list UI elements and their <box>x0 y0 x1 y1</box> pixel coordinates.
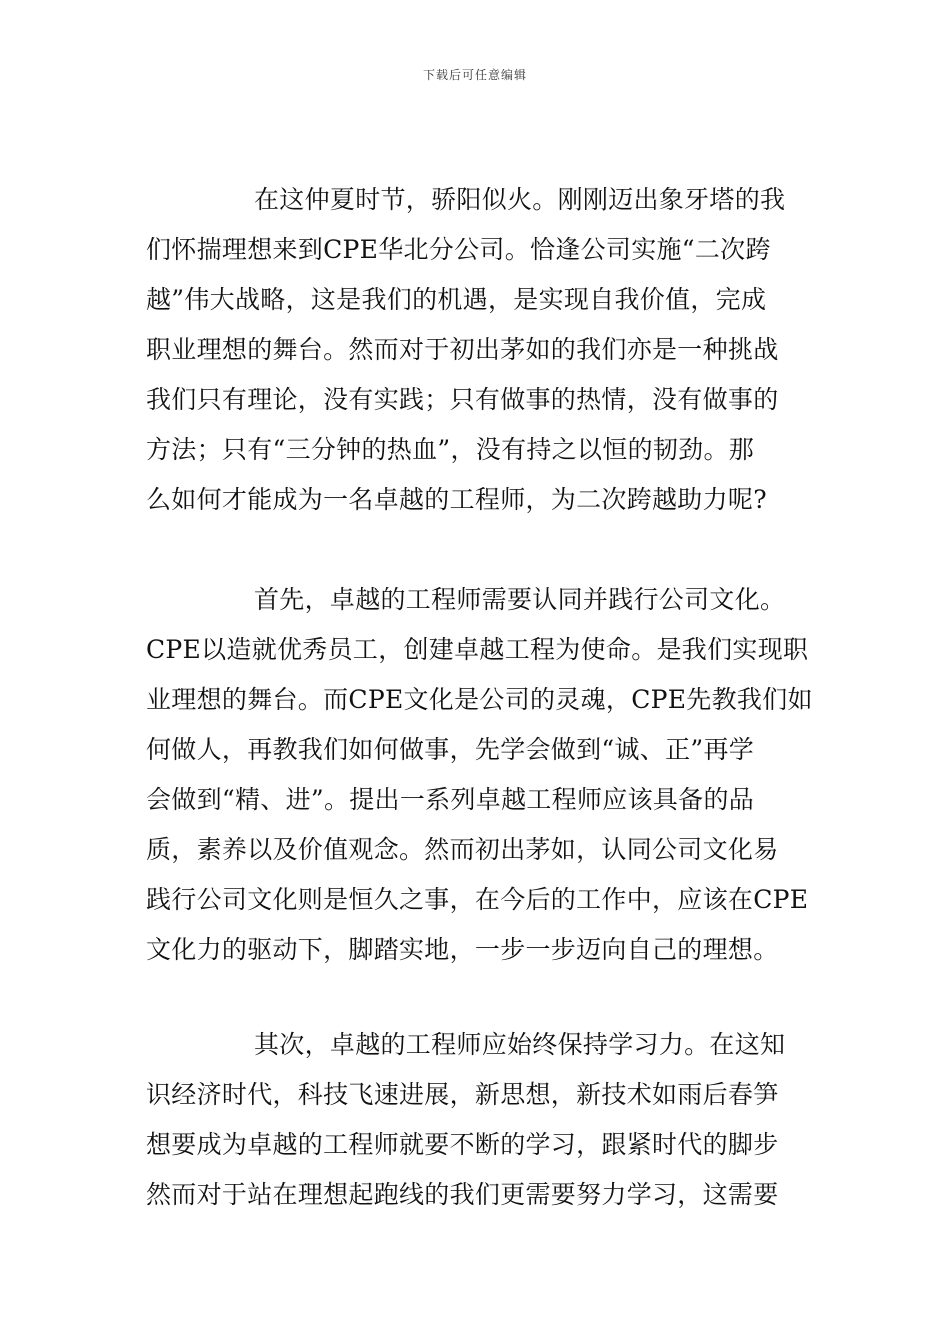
paragraph-line: 在这仲夏时节，骄阳似火。刚刚迈出象牙塔的我 <box>254 185 786 214</box>
paragraph-line: 我们只有理论，没有实践；只有做事的热情，没有做事的 <box>146 385 779 414</box>
page-header: 下载后可任意编辑 <box>422 68 527 82</box>
paragraph-1 <box>146 175 818 525</box>
paragraph-line: 然而对于站在理想起跑线的我们更需要努力学习，这需要 <box>146 1180 779 1209</box>
paragraph-line: 践行公司文化则是恒久之事，在今后的工作中，应该在CPE <box>146 885 809 914</box>
paragraph-line: 会做到“精、进”。提出一系列卓越工程师应该具备的品 <box>146 785 755 814</box>
paragraph-line: 何做人，再教我们如何做事，先学会做到“诚、正”再学 <box>146 735 755 764</box>
paragraph-2 <box>146 575 818 975</box>
paragraph-line: 想要成为卓越的工程师就要不断的学习，跟紧时代的脚步 <box>146 1130 779 1159</box>
paragraph-line: 首先，卓越的工程师需要认同并践行公司文化。 <box>254 585 786 614</box>
paragraph-line: 文化力的驱动下，脚踏实地，一步一步迈向自己的理想。 <box>146 935 779 964</box>
paragraph-line: 方法；只有“三分钟的热血”，没有持之以恒的韧劲。那 <box>146 435 755 464</box>
paragraph-3 <box>146 1020 818 1220</box>
paragraph-line: 识经济时代，科技飞速进展，新思想，新技术如雨后春笋 <box>146 1080 779 1109</box>
paragraph-line: 其次，卓越的工程师应始终保持学习力。在这知 <box>254 1030 786 1059</box>
paragraph-line: 们怀揣理想来到CPE华北分公司。恰逢公司实施“二次跨 <box>146 235 771 264</box>
paragraph-line: 职业理想的舞台。然而对于初出茅如的我们亦是一种挑战 <box>146 335 779 364</box>
paragraph-line: 质，素养以及价值观念。然而初出茅如，认同公司文化易 <box>146 835 779 864</box>
paragraph-line: CPE以造就优秀员工，创建卓越工程为使命。是我们实现职 <box>146 635 809 664</box>
paragraph-line: 业理想的舞台。而CPE文化是公司的灵魂，CPE先教我们如 <box>146 685 813 714</box>
paragraph-line: 么如何才能成为一名卓越的工程师，为二次跨越助力呢? <box>146 485 767 514</box>
paragraph-line: 越”伟大战略，这是我们的机遇，是实现自我价值，完成 <box>146 285 767 314</box>
